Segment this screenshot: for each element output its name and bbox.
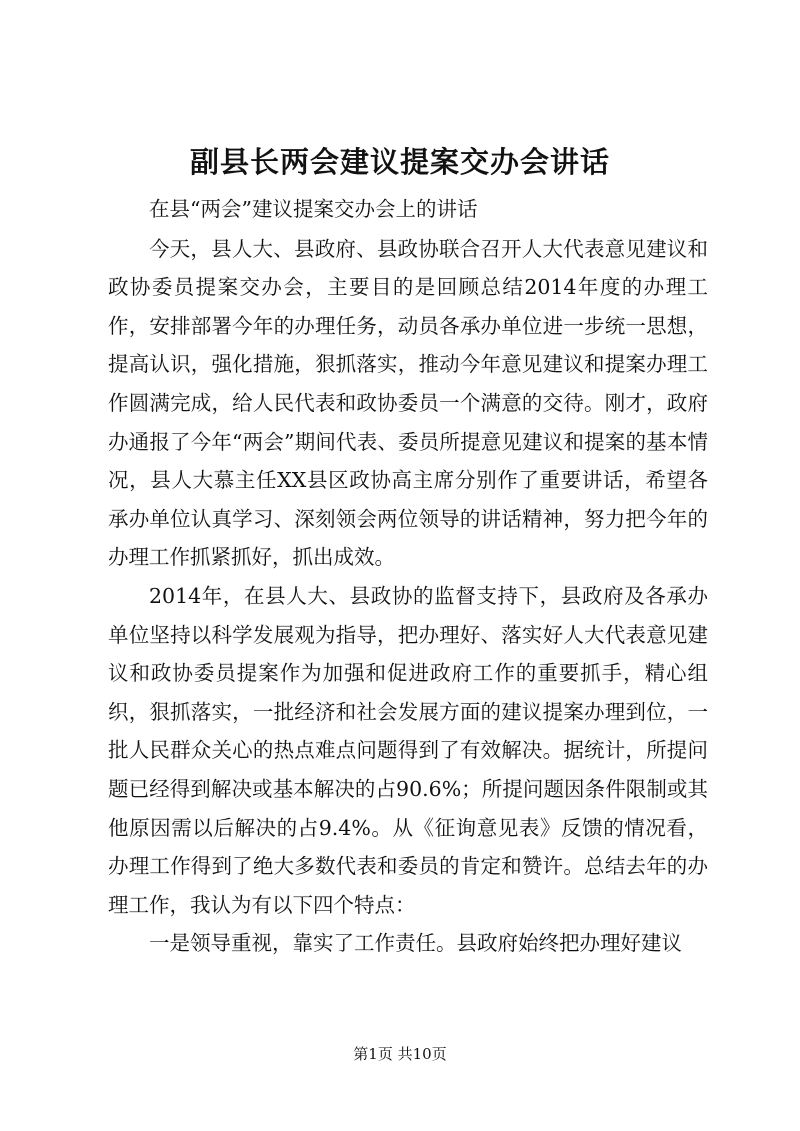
page-number-footer: 第1页 共10页 <box>353 1045 447 1063</box>
paragraph: 今天，县人大、县政府、县政协联合召开人大代表意见建议和政协委员提案交办会，主要目的是回顾总结2014年度的办理工作，安排部署今年的办理任务，动员各承办单位进一步统一思想，提高认识，强化措施，狠抓落实，推动今年意见建议和提案办理工作圆满完成，给人民代表和政协委员一个满意的交待。刚才，政府办通报了今年“两会”期间代表、委员所提意见建议和提案的基本情况，县人大慕主任XX县区政协高主席分别作了重要讲话，希望各承办单位认真学习、深刻领会两位领导的讲话精神，努力把今年的办理工作抓紧抓好，抓出成效。 <box>108 236 708 570</box>
document-body <box>108 190 708 963</box>
document-title: 副县长两会建议提案交办会讲话 <box>189 145 610 179</box>
paragraph: 一是领导重视，靠实了工作责任。县政府始终把办理好建议 <box>149 931 682 956</box>
document-subtitle: 在县“两会”建议提案交办会上的讲话 <box>149 197 478 221</box>
paragraph: 2014年，在县人大、县政协的监督支持下，县政府及各承办单位坚持以科学发展观为指导，把办理好、落实好人大代表意见建议和政协委员提案作为加强和促进政府工作的重要抓手，精心组织，狠抓落实，一批经济和社会发展方面的建议提案办理到位，一批人民群众关心的热点难点问题得到了有效解决。据统计，所提问题已经得到解决或基本解决的占90.6%；所提问题因条件限制或其他原因需以后解决的占9.4%。从《征询意见表》反馈的情况看，办理工作得到了绝大多数代表和委员的肯定和赞许。总结去年的办理工作，我认为有以下四个特点： <box>108 583 708 917</box>
